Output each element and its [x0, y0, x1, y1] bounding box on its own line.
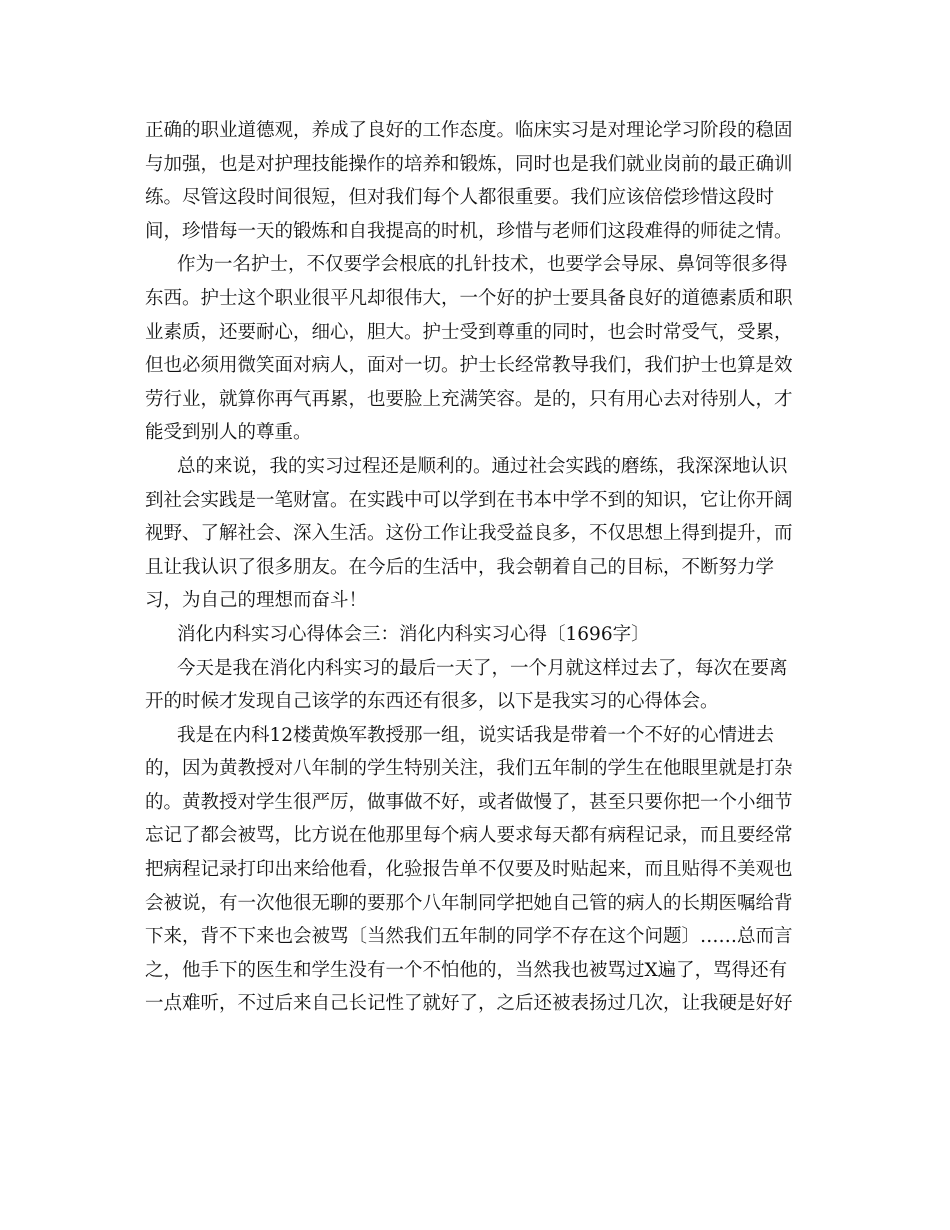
- text-line: 劳行业，就算你再气再累，也要脸上充满笑容。是的，只有用心去对待别人，才: [145, 388, 793, 410]
- text-line: 业素质，还要耐心，细心，胆大。护士受到尊重的同时，也会时常受气，受累，: [145, 321, 793, 343]
- paragraph-first-line: 作为一名护士，不仅要学会根底的扎针技术，也要学会导尿、鼻饲等很多得: [177, 254, 788, 276]
- text-line: 正确的职业道德观，养成了良好的工作态度。临床实习是对理论学习阶段的稳固: [145, 120, 793, 141]
- text-line: 与加强，也是对护理技能操作的培养和锻炼，同时也是我们就业岗前的最正确训: [145, 153, 793, 175]
- text-line: 能受到别人的尊重。: [145, 422, 312, 444]
- text-line: 间，珍惜每一天的锻炼和自我提高的时机，珍惜与老师们这段难得的师徒之情。: [145, 220, 793, 242]
- text-line: 开的时候才发现自己该学的东西还有很多，以下是我实习的心得体会。: [145, 691, 719, 713]
- document-body: [145, 114, 800, 1021]
- text-line: 视野、了解社会、深入生活。这份工作让我受益良多，不仅思想上得到提升，而: [145, 523, 793, 545]
- text-line: 练。尽管这段时间很短，但对我们每个人都很重要。我们应该倍偿珍惜这段时: [145, 187, 775, 209]
- text-line: 的，因为黄教授对八年制的学生特别关注，我们五年制的学生在他眼里就是打杂: [145, 758, 793, 780]
- paragraph-first-line: 今天是我在消化内科实习的最后一天了，一个月就这样过去了，每次在要离: [177, 657, 788, 679]
- text-line: 习，为自己的理想而奋斗！: [145, 590, 368, 612]
- text-line: 把病程记录打印出来给他看，化验报告单不仅要及时贴起来，而且贴得不美观也: [145, 859, 793, 881]
- text-line: 一点难听，不过后来自己长记性了就好了，之后还被表扬过几次，让我硬是好好: [145, 993, 793, 1015]
- section-heading: 消化内科实习心得体会三：消化内科实习心得〔1696字〕: [177, 623, 650, 645]
- text-line: 东西。护士这个职业很平凡却很伟大，一个好的护士要具备良好的道德素质和职: [145, 287, 793, 309]
- text-line: 之，他手下的医生和学生没有一个不怕他的，当然我也被骂过X遍了，骂得还有: [145, 959, 788, 981]
- text-line: 忘记了都会被骂，比方说在他那里每个病人要求每天都有病程记录，而且要经常: [145, 825, 793, 847]
- text-line: 且让我认识了很多朋友。在今后的生活中，我会朝着自己的目标，不断努力学: [145, 556, 775, 578]
- text-line: 的。黄教授对学生很严厉，做事做不好，或者做慢了，甚至只要你把一个小细节: [145, 791, 793, 813]
- text-line: 到社会实践是一笔财富。在实践中可以学到在书本中学不到的知识，它让你开阔: [145, 489, 793, 511]
- text-line: 会被说，有一次他很无聊的要那个八年制同学把她自己管的病人的长期医嘱给背: [145, 892, 793, 914]
- paragraph-first-line: 我是在内科12楼黄焕军教授那一组，说实话我是带着一个不好的心情进去: [177, 724, 775, 746]
- text-line: 但也必须用微笑面对病人，面对一切。护士长经常教导我们，我们护士也算是效: [145, 355, 793, 377]
- text-line: 下来，背不下来也会被骂〔当然我们五年制的同学不存在这个问题〕……总而言: [145, 926, 793, 948]
- paragraph-first-line: 总的来说，我的实习过程还是顺利的。通过社会实践的磨练，我深深地认识: [177, 455, 788, 477]
